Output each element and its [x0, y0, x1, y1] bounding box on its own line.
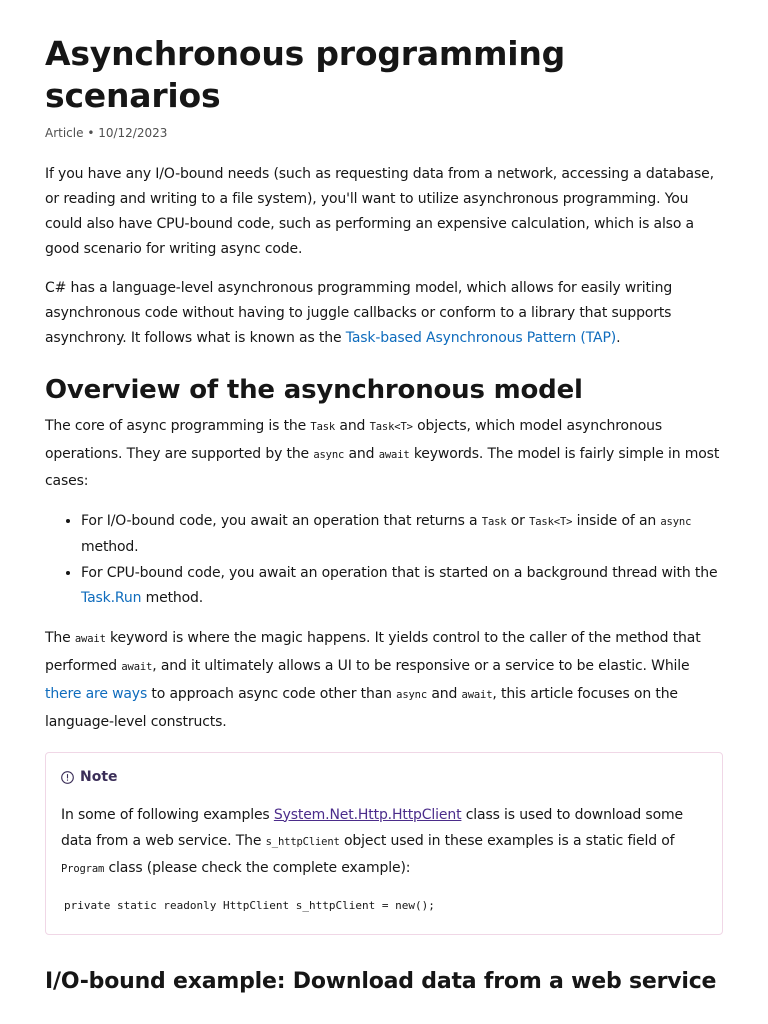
text: For CPU-bound code, you await an operation that is started on a background thread with the [81, 564, 718, 581]
inline-code: Task [481, 515, 507, 528]
article-meta [45, 125, 723, 141]
overview-heading: Overview of the asynchronous model [45, 375, 583, 405]
inline-code: await [461, 688, 493, 701]
inline-code: await [74, 632, 106, 645]
task-run-link[interactable]: Task.Run [81, 589, 142, 606]
text: keywords. The model is fairly simple in most cases: [45, 445, 720, 489]
text: objects, which model asynchronous operations. They are supported by the [45, 418, 662, 462]
text: object used in these examples is a static field of [339, 832, 675, 849]
inline-code: Task<T> [369, 421, 413, 433]
list-item [81, 509, 723, 560]
text: The core of async programming is the [45, 418, 311, 434]
note-callout [45, 752, 723, 935]
text: The [45, 629, 75, 646]
text: method. [141, 589, 204, 606]
text: and [427, 685, 462, 702]
text: and [344, 445, 379, 462]
text: inside of an [572, 512, 661, 529]
there-are-ways-link[interactable]: there are ways [45, 685, 148, 702]
inline-code: s_httpClient [265, 835, 340, 848]
note-header [61, 767, 707, 787]
info-circle-icon [61, 770, 74, 783]
text: to approach async code other than [147, 685, 397, 702]
io-bound-example-heading: I/O-bound example: Download data from a web service [45, 968, 717, 994]
tap-link[interactable]: Task-based Asynchronous Pattern (TAP) [345, 330, 617, 346]
intro-p2-text: C# has a language-level asynchronous programming model, which allows for easily writing asynchronous code without having to juggle callbacks or conform to a library that supports asynchrony. It follows what is known as the [45, 280, 673, 346]
code-block: private static readonly HttpClient s_httpClient = new(); [64, 898, 435, 912]
meta-date: 10/12/2023 [98, 126, 168, 140]
intro-p2-end: . [616, 330, 621, 346]
inline-code: async [396, 688, 428, 701]
inline-code: async [313, 448, 345, 461]
list-item [81, 561, 723, 611]
text: , and it ultimately allows a UI to be responsive or a service to be elastic. While [152, 657, 690, 674]
inline-code: Program [61, 862, 105, 875]
inline-code: await [378, 448, 410, 461]
text: method. [81, 538, 139, 555]
inline-code: Task [310, 421, 336, 433]
meta-type: Article [45, 126, 84, 140]
meta-separator: • [83, 126, 99, 140]
text: class is used to download some data from a web service. The [61, 806, 683, 849]
inline-code: await [121, 660, 153, 673]
text: and [335, 418, 370, 434]
text: class (please check the complete example): [104, 859, 411, 876]
text: , this article focuses on the language-level constructs. [45, 685, 678, 730]
text: In some of following examples [61, 806, 274, 823]
intro-paragraph-1: If you have any I/O-bound needs (such as requesting data from a network, accessing a database, or reading and writing to a file system), you'll want to utilize asynchronous programming. You could also have CPU-bound code, such as performing an expensive calculation, which is also a good scenario for writing async code. [45, 166, 714, 257]
page-title: Asynchronous programming scenarios [45, 34, 566, 115]
intro-paragraph-2 [45, 276, 723, 351]
note-paragraph [61, 802, 707, 882]
text: keyword is where the magic happens. It yields control to the caller of the method that performed [45, 629, 701, 674]
text: or [506, 512, 530, 529]
text: For I/O-bound code, you await an operation that returns a [81, 512, 482, 529]
overview-bullet-list [45, 509, 723, 611]
inline-code: Task<T> [529, 515, 573, 528]
overview-paragraph-1 [45, 413, 723, 495]
overview-paragraph-2 [45, 625, 723, 736]
inline-code: async [660, 515, 692, 528]
httpclient-link[interactable]: System.Net.Http.HttpClient [273, 806, 462, 823]
note-label: Note [80, 768, 118, 785]
